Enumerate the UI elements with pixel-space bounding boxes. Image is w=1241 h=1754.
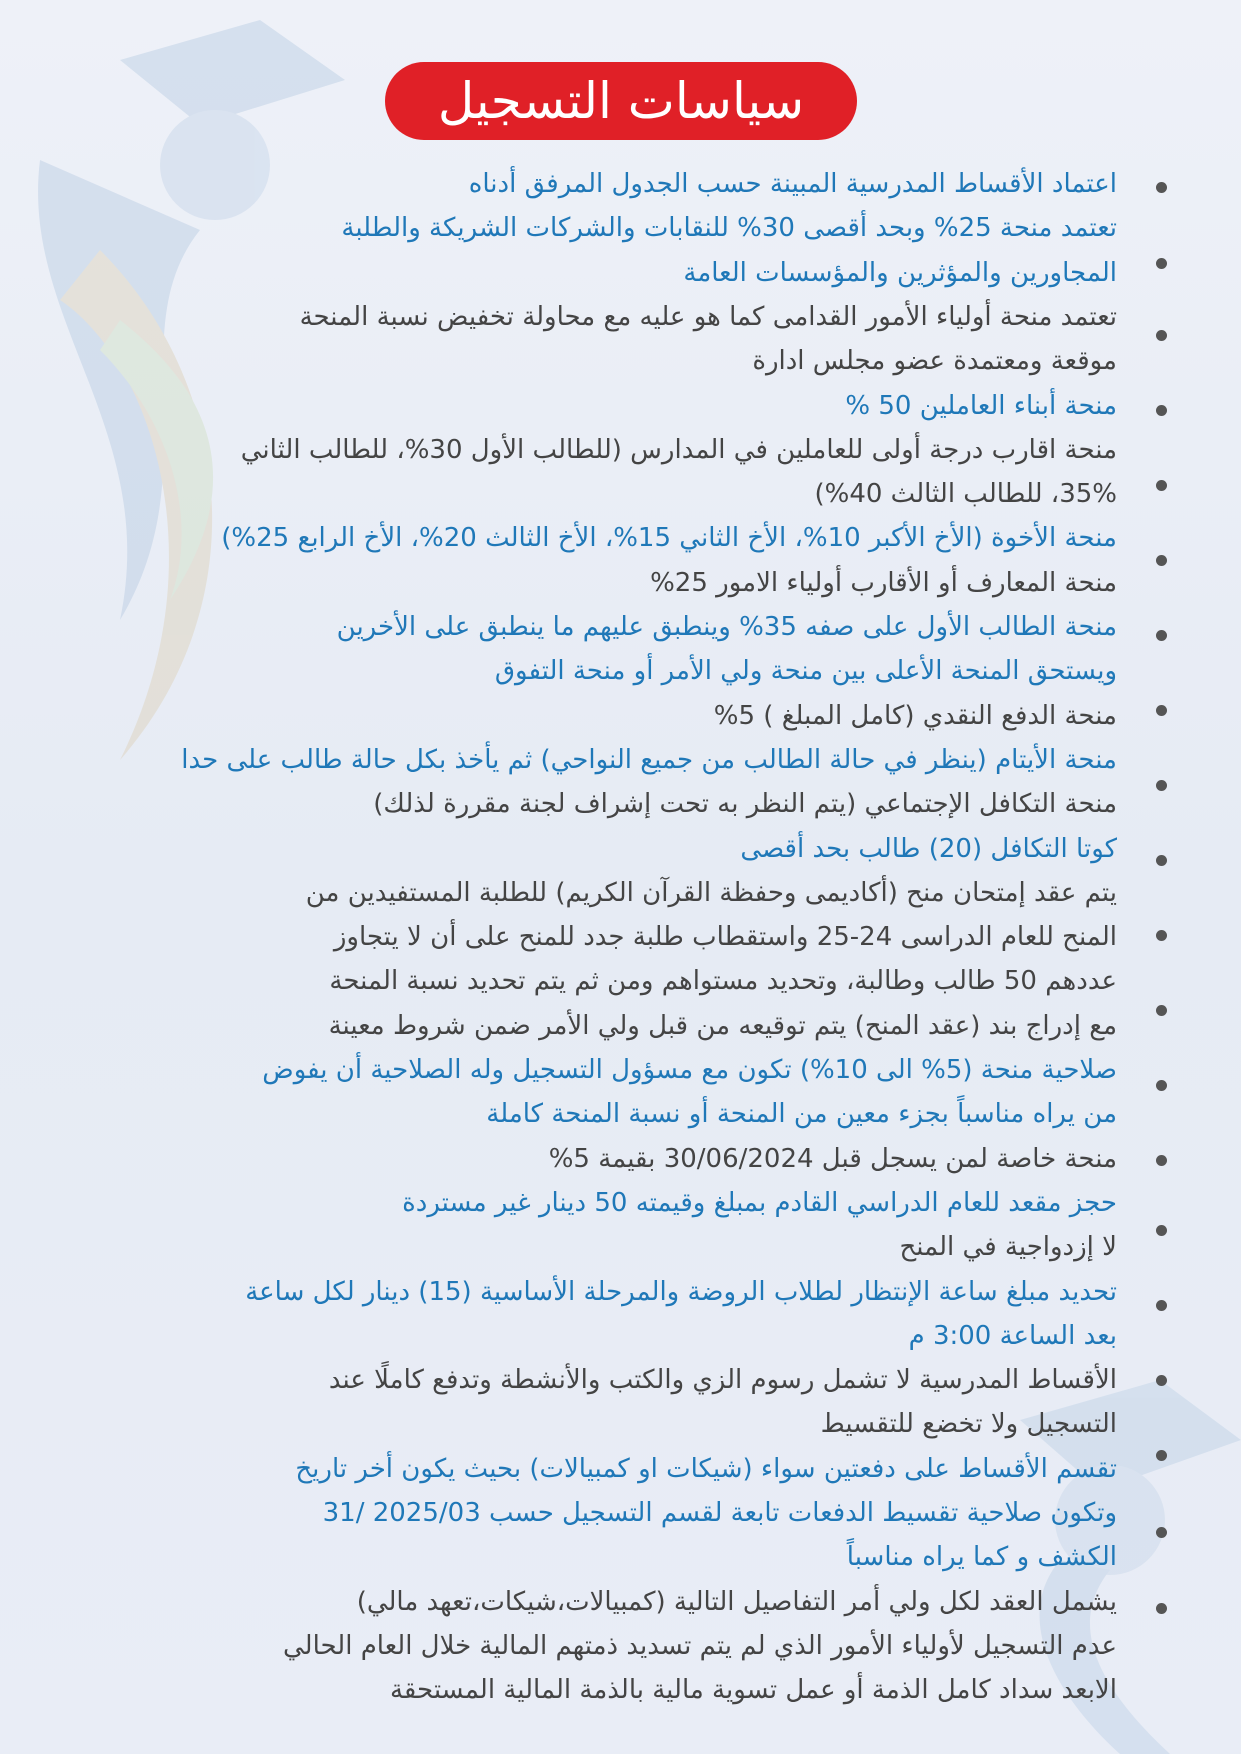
policy-line: التسجيل ولا تخضع للتقسيط bbox=[820, 1409, 1117, 1440]
policy-line: يشمل العقد لكل ولي أمر التفاصيل التالية (كمبيالات،شيكات،تعهد مالي) bbox=[356, 1586, 1117, 1617]
policy-line: حجز مقعد للعام الدراسي القادم بمبلغ وقيمته 50 دينار غير مستردة bbox=[402, 1187, 1117, 1218]
bullet-icon bbox=[1156, 1155, 1167, 1166]
bullet-icon bbox=[1156, 258, 1167, 269]
bullet-icon bbox=[1156, 705, 1167, 716]
bullet-icon bbox=[1156, 1527, 1167, 1538]
policy-line: منحة الأيتام (ينظر في حالة الطالب من جميع النواحي) ثم يأخذ بكل حالة طالب على حدا bbox=[181, 744, 1117, 775]
policy-line: 35%، للطالب الثالث 40%) bbox=[814, 479, 1117, 510]
policy-line: عدم التسجيل لأولياء الأمور الذي لم يتم تسديد ذمتهم المالية خلال العام الحالي bbox=[283, 1630, 1117, 1661]
policy-line: تحديد مبلغ ساعة الإنتظار لطلاب الروضة والمرحلة الأساسية (15) دينار لكل ساعة bbox=[245, 1276, 1117, 1307]
bullet-icon bbox=[1156, 855, 1167, 866]
policy-line: يتم عقد إمتحان منح (أكاديمى وحفظة القرآن الكريم) للطلبة المستفيدين من bbox=[305, 877, 1117, 908]
bullet-icon bbox=[1156, 1450, 1167, 1461]
policy-line: وتكون صلاحية تقسيط الدفعات تابعة لقسم التسجيل حسب 2025/03 /31 bbox=[322, 1498, 1117, 1528]
policy-line: تعتمد منحة 25% وبحد أقصى 30% للنقابات والشركات الشريكة والطلبة bbox=[341, 213, 1117, 244]
policy-line: الكشف و كما يراه مناسباً bbox=[846, 1542, 1117, 1573]
bullet-icon bbox=[1156, 630, 1167, 641]
policy-line: منحة المعارف أو الأقارب أولياء الامور 25% bbox=[650, 567, 1117, 598]
policy-line: اعتماد الأقساط المدرسية المبينة حسب الجدول المرفق أدناه bbox=[468, 169, 1117, 199]
bullet-icon bbox=[1156, 555, 1167, 566]
bullet-icon bbox=[1156, 480, 1167, 491]
bullet-icon bbox=[1156, 405, 1167, 416]
policy-line: تقسم الأقساط على دفعتين سواء (شيكات او كمبيالات) بحيث يكون أخر تاريخ bbox=[295, 1453, 1117, 1484]
bullet-icon bbox=[1156, 1300, 1167, 1311]
policy-line: منحة أبناء العاملين 50 % bbox=[845, 390, 1117, 421]
policy-line: الابعد سداد كامل الذمة أو عمل تسوية مالية بالذمة المالية المستحقة bbox=[389, 1675, 1117, 1706]
policy-line: منحة خاصة لمن يسجل قبل 30/06/2024 بقيمة 5% bbox=[548, 1143, 1117, 1174]
bullet-icon bbox=[1156, 1225, 1167, 1236]
page-title: سياسات التسجيل bbox=[437, 72, 805, 130]
policy-line: ويستحق المنحة الأعلى بين منحة ولي الأمر أو منحة التفوق bbox=[494, 656, 1117, 687]
policy-line: كوتا التكافل (20) طالب بحد أقصى bbox=[740, 833, 1117, 864]
bullet-icon bbox=[1156, 1603, 1167, 1614]
policy-line: بعد الساعة 3:00 م bbox=[908, 1320, 1117, 1351]
policy-line: منحة الأخوة (الأخ الأكبر 10%، الأخ الثاني 15%، الأخ الثالث 20%، الأخ الرابع 25%) bbox=[221, 523, 1117, 554]
policy-line: المجاورين والمؤثرين والمؤسسات العامة bbox=[683, 257, 1117, 288]
bullet-icon bbox=[1156, 1005, 1167, 1016]
bullet-icon bbox=[1156, 1080, 1167, 1091]
policy-line: صلاحية منحة (5% الى 10%) تكون مع مسؤول التسجيل وله الصلاحية أن يفوض bbox=[262, 1055, 1117, 1085]
bullet-icon bbox=[1156, 780, 1167, 791]
policy-line: منحة التكافل الإجتماعي (يتم النظر به تحت إشراف لجنة مقررة لذلك) bbox=[373, 789, 1117, 820]
policy-line: لا إزدواجية في المنح bbox=[899, 1232, 1117, 1263]
policy-line: منحة اقارب درجة أولى للعاملين في المدارس (للطالب الأول 30%، للطالب الثاني bbox=[240, 434, 1117, 465]
policy-line: الأقساط المدرسية لا تشمل رسوم الزي والكتب والأنشطة وتدفع كاملًا عند bbox=[328, 1365, 1117, 1396]
policy-line: تعتمد منحة أولياء الأمور القدامى كما هو عليه مع محاولة تخفيض نسبة المنحة bbox=[299, 301, 1117, 332]
bullet-icon bbox=[1156, 1375, 1167, 1386]
bullet-icon bbox=[1156, 330, 1167, 341]
policy-line: منحة الدفع النقدي (كامل المبلغ ) 5% bbox=[713, 700, 1117, 731]
policy-line: المنح للعام الدراسى 24-25 واستقطاب طلبة جدد للمنح على أن لا يتجاوز bbox=[333, 922, 1117, 953]
policy-line: منحة الطالب الأول على صفه 35% وينطبق عليهم ما ينطبق على الأخرين bbox=[336, 612, 1117, 642]
bullet-icon bbox=[1156, 182, 1167, 193]
policy-line: موقعة ومعتمدة عضو مجلس ادارة bbox=[752, 346, 1117, 377]
policy-line: من يراه مناسباً بجزء معين من المنحة أو نسبة المنحة كاملة bbox=[486, 1099, 1117, 1130]
policy-line: مع إدراج بند (عقد المنح) يتم توقيعه من قبل ولي الأمر ضمن شروط معينة bbox=[328, 1010, 1117, 1041]
bullet-icon bbox=[1156, 930, 1167, 941]
policy-line: عددهم 50 طالب وطالبة، وتحديد مستواهم ومن ثم يتم تحديد نسبة المنحة bbox=[329, 966, 1117, 997]
